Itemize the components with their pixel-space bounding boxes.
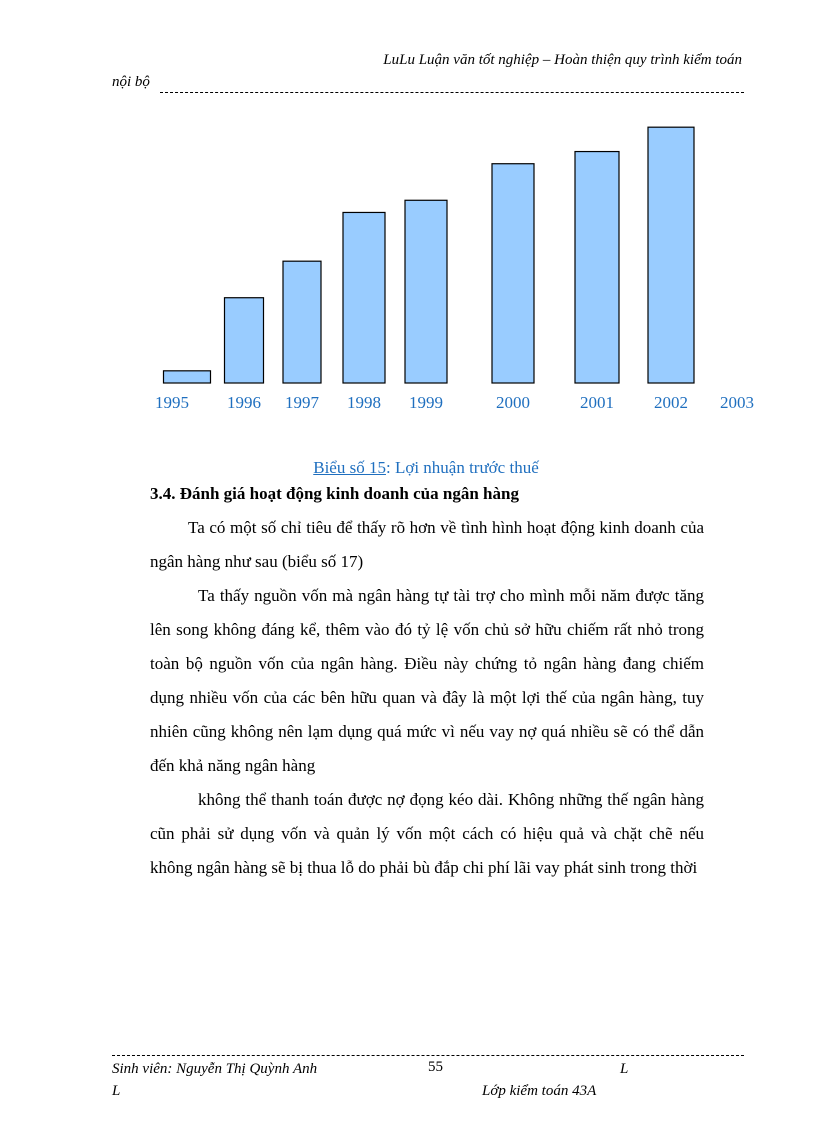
bar-2002 — [648, 127, 694, 383]
profit-bar-chart — [140, 100, 770, 430]
bar-1999 — [405, 200, 447, 383]
bar-2000 — [492, 164, 534, 383]
chart-caption — [0, 458, 816, 478]
caption-label: Biểu số 15 — [313, 458, 386, 477]
page-number: 55 — [428, 1059, 443, 1075]
x-tick-label: 1995 — [155, 393, 189, 412]
caption-text: : Lợi nhuận trước thuế — [385, 458, 539, 477]
bar-2001 — [575, 152, 619, 383]
x-tick-label: 1998 — [347, 393, 381, 412]
footer-rule — [112, 1055, 744, 1056]
x-tick-label: 2001 — [580, 393, 614, 412]
section-heading: 3.4. Đánh giá hoạt động kinh doanh của ngân hàng — [150, 484, 519, 503]
header-rule — [160, 92, 744, 93]
x-tick-label: 2003 — [720, 393, 754, 412]
paragraph-3: không thể thanh toán được nợ đọng kéo dài. Không những thế ngân hàng cũn phải sử dụng vốn và quản lý vốn một cách có hiệu quả và chặt chẽ nếu không ngân hàng sẽ bị thua lỗ do phải bù đắp chi phí lãi vay phát sinh trong thời — [150, 790, 704, 877]
x-tick-label: 1996 — [227, 393, 261, 412]
bar-1996 — [225, 298, 264, 383]
footer-class: Lớp kiểm toán 43A — [482, 1083, 597, 1099]
x-tick-label: 2002 — [654, 393, 688, 412]
x-tick-label: 2000 — [496, 393, 530, 412]
header-title: LuLu Luận văn tốt nghiệp – Hoàn thiện quy trình kiểm toán — [383, 52, 742, 68]
x-tick-label: 1999 — [409, 393, 443, 412]
footer-mark: L — [620, 1061, 629, 1077]
bar-1998 — [343, 212, 385, 383]
x-tick-label: 1997 — [285, 393, 319, 412]
paragraph-1: Ta có một số chỉ tiêu để thấy rõ hơn về tình hình hoạt động kinh doanh của ngân hàng như sau (biểu số 17) — [150, 518, 704, 571]
bar-1995 — [164, 371, 211, 383]
paragraph-2: Ta thấy nguồn vốn mà ngân hàng tự tài trợ cho mình mỗi năm được tăng lên song không đáng kể, thêm vào đó tỷ lệ vốn chủ sở hữu chiếm rất nhỏ trong toàn bộ nguồn vốn của ngân hàng. Điều này chứng tỏ ngân hàng đang chiếm dụng nhiều vốn của các bên hữu quan và đây là một lợi thế của ngân hàng, tuy nhiên cũng không nên lạm dụng quá mức vì nếu vay nợ quá nhiều sẽ có thể dẫn đến khả năng ngân hàng — [150, 586, 704, 775]
footer-student: Sinh viên: Nguyễn Thị Quỳnh Anh — [112, 1061, 318, 1077]
bar-1997 — [283, 261, 321, 383]
header-title-continued: nội bộ — [112, 74, 150, 90]
footer-mark: L — [112, 1083, 121, 1099]
